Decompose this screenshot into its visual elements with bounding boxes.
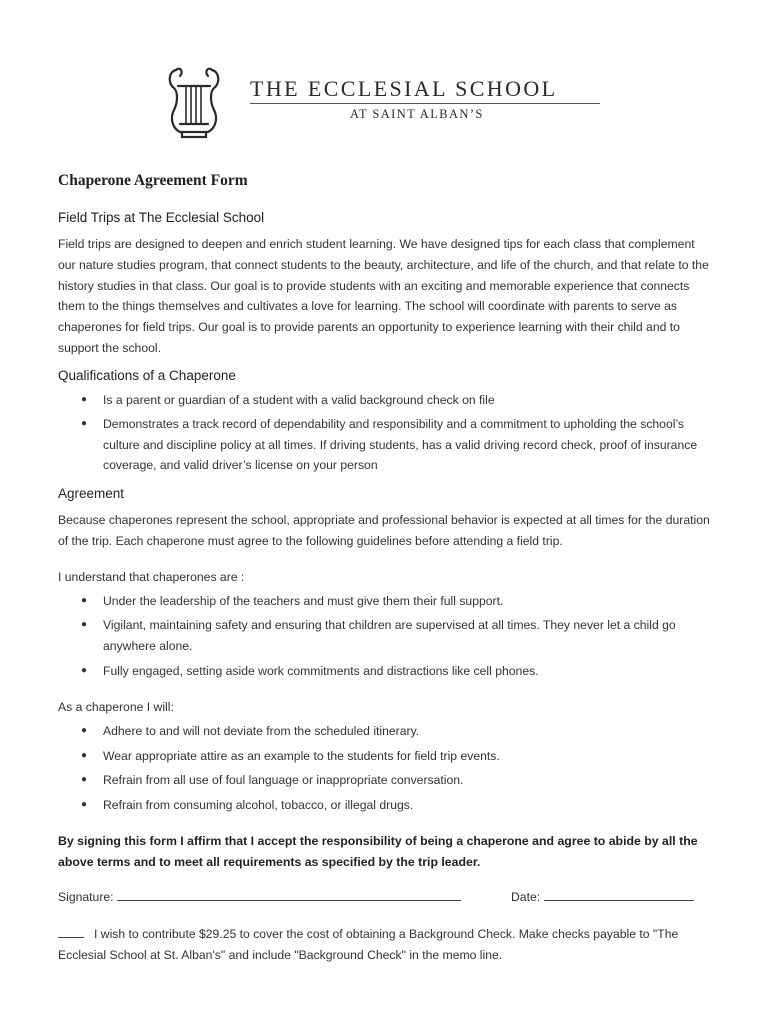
understand-intro: I understand that chaperones are : <box>58 570 245 584</box>
contribution-text: I wish to contribute $29.25 to cover the cost of obtaining a Background Check. Make checks payable to "The Ecclesial School at St. Alban's" and include "Background Check" in the memo line. <box>58 927 679 962</box>
bullet: ● <box>81 394 88 405</box>
list-item: ● Demonstrates a track record of dependability and responsibility and a commitment to upholding the school’s culture and discipline policy at all times. If driving students, has a valid driving record check, proof of insurance coverage, and valid driver’s license on your person <box>81 414 701 476</box>
contribution-line <box>58 924 718 966</box>
list-item: ● Is a parent or guardian of a student with a valid background check on file <box>81 390 701 411</box>
qualifications-heading: Qualifications of a Chaperone <box>58 368 236 383</box>
field-trips-heading: Field Trips at The Ecclesial School <box>58 210 265 225</box>
date-line <box>511 888 694 904</box>
school-name: THE ECCLESIAL SCHOOL <box>250 76 558 101</box>
will-intro: As a chaperone I will: <box>58 700 174 714</box>
field-trips-body: Field trips are designed to deepen and enrich student learning. We have designed tips for each class that complement our nature studies program, that connect students to the beauty, architecture, and life of the church, and that relate to the history studies in that class. Our goal is to provide students with an exciting and memorable experience that connects them to the things themselves and cultivates a love for learning. The school will coordinate with parents to serve as chaperones for field trips. Our goal is to provide parents an opportunity to experience learning with their child and to support the school. <box>58 237 709 355</box>
bullet: ● <box>81 725 88 736</box>
affirmation-text: By signing this form I affirm that I accept the responsibility of being a chaperone and agree to abide by all the above terms and to meet all requirements as specified by the trip leader. <box>58 834 698 869</box>
bullet: ● <box>81 774 88 785</box>
bullet: ● <box>81 665 88 676</box>
bullet: ● <box>81 619 88 630</box>
signature-field[interactable] <box>117 888 461 901</box>
contribution-checkbox-field[interactable] <box>58 925 84 938</box>
header-rule <box>250 103 600 104</box>
list-item: ● Vigilant, maintaining safety and ensuring that children are supervised at all times. They never let a child go anywhere alone. <box>81 615 701 656</box>
school-subtitle: AT SAINT ALBAN’S <box>350 107 484 121</box>
list-item: ● Fully engaged, setting aside work commitments and distractions like cell phones. <box>81 661 701 682</box>
signature-line <box>58 888 461 904</box>
bullet: ● <box>81 799 88 810</box>
list-item: ● Wear appropriate attire as an example to the students for field trip events. <box>81 746 701 767</box>
list-item: ● Under the leadership of the teachers and must give them their full support. <box>81 591 701 612</box>
bullet: ● <box>81 750 88 761</box>
list-item: ● Adhere to and will not deviate from the scheduled itinerary. <box>81 721 701 742</box>
date-field[interactable] <box>544 888 694 901</box>
agreement-heading: Agreement <box>58 486 125 501</box>
bullet: ● <box>81 418 88 429</box>
date-label: Date: <box>511 890 541 904</box>
form-title: Chaperone Agreement Form <box>58 172 248 189</box>
signature-label: Signature: <box>58 890 114 904</box>
list-item: ● Refrain from consuming alcohol, tobacco, or illegal drugs. <box>81 795 701 816</box>
list-item: ● Refrain from all use of foul language or inappropriate conversation. <box>81 770 701 791</box>
bullet: ● <box>81 595 88 606</box>
lyre-icon <box>164 62 224 140</box>
agreement-body: Because chaperones represent the school, appropriate and professional behavior is expected at all times for the duration of the trip. Each chaperone must agree to the following guidelines before attending a field trip. <box>58 513 710 548</box>
